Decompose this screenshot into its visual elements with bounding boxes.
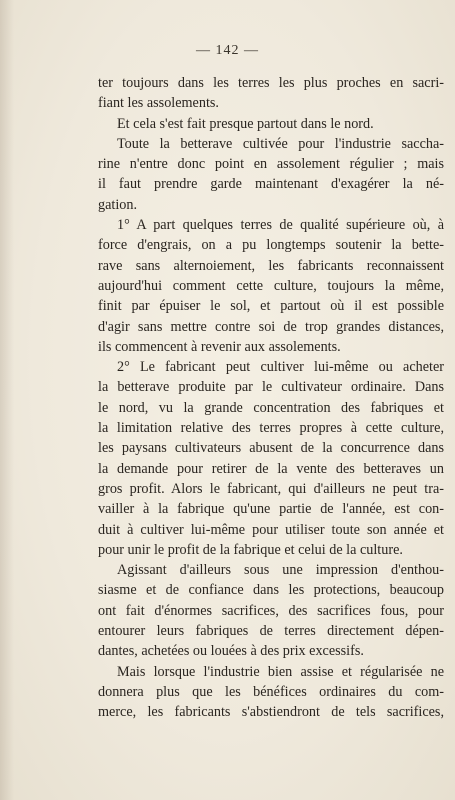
page-gutter-shadow (0, 0, 14, 800)
text-line: duit à cultiver lui-même pour utiliser toute son année et (98, 521, 444, 538)
text-line: force d'engrais, on a pu longtemps soutenir la bette- (98, 237, 444, 254)
text-line: Mais lorsque l'industrie bien assise et régularisée ne (117, 663, 444, 680)
page-number: — 142 — (196, 43, 259, 58)
text-line: ter toujours dans les terres les plus proches en sacri- (98, 75, 444, 91)
text-line: finit par épuiser le sol, et partout où il est possible (98, 298, 444, 315)
text-line: ils commencent à revenir aux assolements. (98, 338, 341, 355)
text-line: il faut prendre garde maintenant d'exagérer la né- (98, 176, 444, 193)
text-line: la limitation relative des terres propres à cette culture, (98, 420, 444, 437)
text-line: la demande pour retirer de la vente des betteraves un (98, 460, 444, 477)
text-line: fiant les assolements. (98, 95, 219, 112)
paragraph (98, 215, 444, 357)
text-line: dantes, achetées ou louées à des prix excessifs. (98, 643, 364, 660)
text-line: gros profit. Alors le fabricant, qui d'ailleurs ne peut tra- (98, 480, 444, 497)
text-line: ont fait d'énormes sacrifices, des sacrifices fous, pour (98, 602, 444, 619)
text-line: Toute la betterave cultivée pour l'industrie saccha- (117, 135, 444, 152)
text-line: le nord, vu la grande concentration des fabriques et (98, 399, 444, 416)
text-line: entourer leurs fabriques de terres directement dépen- (98, 623, 444, 640)
paragraph (98, 114, 444, 134)
paragraph (98, 73, 444, 114)
text-line: gation. (98, 196, 138, 213)
text-line: vailler à la fabrique qu'une partie de l'année, est con- (98, 501, 444, 518)
text-line: d'agir sans mettre contre soi de trop grandes distances, (98, 318, 444, 335)
paragraph (98, 560, 444, 661)
text-line: 2° Le fabricant peut cultiver lui-même ou acheter (117, 359, 444, 376)
text-line: siasme et de confiance dans les protections, beaucoup (98, 582, 444, 599)
text-line: rave sans alternoiement, les fabricants reconnaissent (98, 257, 444, 274)
text-line: 1° A part quelques terres de qualité supérieure où, à (117, 217, 444, 234)
text-line: pour unir le profit de la fabrique et celui de la culture. (98, 541, 403, 558)
text-line: les paysans cultivateurs abusent de la concurrence dans (98, 440, 444, 457)
text-line: donnera plus que les bénéfices ordinaires du com- (98, 683, 444, 700)
text-line: Et cela s'est fait presque partout dans le nord. (117, 115, 374, 132)
paragraph (98, 134, 444, 215)
paragraph (98, 357, 444, 560)
text-line: Agissant d'ailleurs sous une impression d'enthou- (117, 562, 444, 579)
text-line: rine n'entre donc point en assolement régulier ; mais (98, 156, 444, 173)
paragraph (98, 662, 444, 723)
text-line: la betterave produite par le cultivateur ordinaire. Dans (98, 379, 444, 396)
text-line: aujourd'hui comment cette culture, toujours la même, (98, 277, 444, 294)
body-text (98, 73, 444, 723)
text-line: merce, les fabricants s'abstiendront de tels sacrifices, (98, 704, 444, 721)
